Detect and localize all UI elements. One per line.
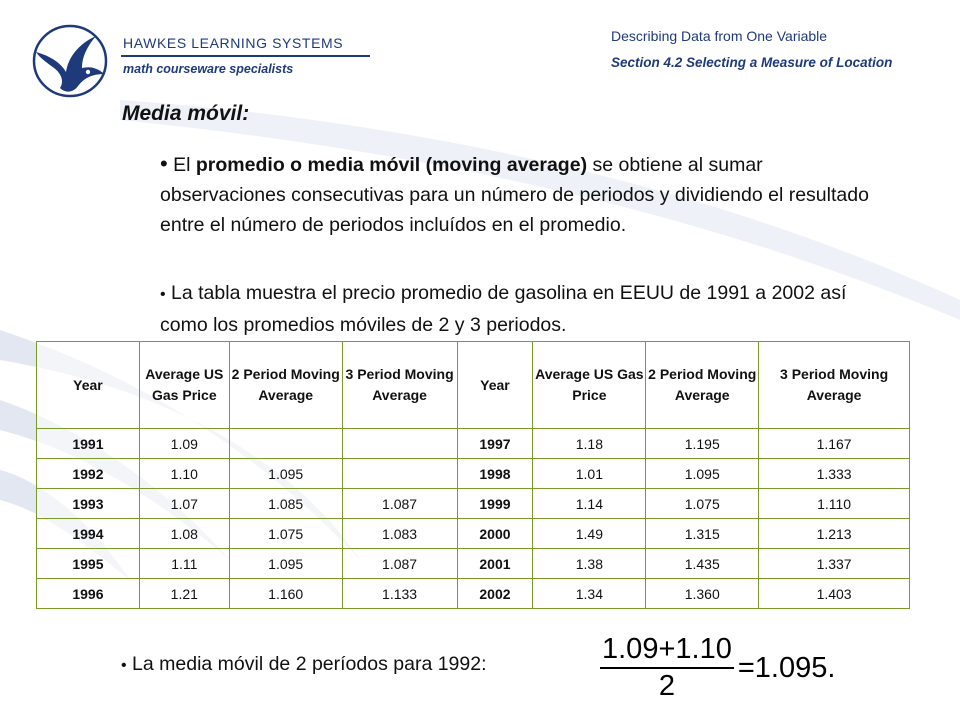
price-cell: 1.10 xyxy=(139,459,229,489)
table-description xyxy=(160,278,880,340)
ma2-cell: 1.160 xyxy=(229,579,342,609)
price-cell: 1.08 xyxy=(139,519,229,549)
price-cell: 1.14 xyxy=(533,489,646,519)
ma2-cell: 1.195 xyxy=(646,429,759,459)
ma3-cell: 1.087 xyxy=(342,489,457,519)
ma3-cell: 1.083 xyxy=(342,519,457,549)
column-header: 2 Period Moving Average xyxy=(646,342,759,429)
ma3-cell: 1.337 xyxy=(759,549,910,579)
column-header: Year xyxy=(457,342,533,429)
price-cell: 1.38 xyxy=(533,549,646,579)
table-header-row xyxy=(37,342,910,429)
column-header: 3 Period Moving Average xyxy=(342,342,457,429)
year-cell: 1991 xyxy=(37,429,140,459)
year-cell: 1998 xyxy=(457,459,533,489)
price-cell: 1.18 xyxy=(533,429,646,459)
table-row xyxy=(37,579,910,609)
ma2-cell: 1.085 xyxy=(229,489,342,519)
slide-heading: Media móvil: xyxy=(122,102,250,125)
year-cell: 1996 xyxy=(37,579,140,609)
year-cell: 1995 xyxy=(37,549,140,579)
ma3-cell: 1.133 xyxy=(342,579,457,609)
column-header: Average US Gas Price xyxy=(533,342,646,429)
column-header: 2 Period Moving Average xyxy=(229,342,342,429)
ma2-cell xyxy=(229,429,342,459)
price-cell: 1.09 xyxy=(139,429,229,459)
company-tagline: math courseware specialists xyxy=(123,62,294,76)
column-header: Average US Gas Price xyxy=(139,342,229,429)
ma3-cell: 1.333 xyxy=(759,459,910,489)
year-cell: 2002 xyxy=(457,579,533,609)
table-row xyxy=(37,549,910,579)
year-cell: 1997 xyxy=(457,429,533,459)
ma2-cell: 1.435 xyxy=(646,549,759,579)
moving-average-table xyxy=(36,341,910,609)
ma3-cell: 1.087 xyxy=(342,549,457,579)
fraction xyxy=(600,632,734,703)
column-header: Year xyxy=(37,342,140,429)
ma3-cell xyxy=(342,459,457,489)
year-cell: 2000 xyxy=(457,519,533,549)
column-header: 3 Period Moving Average xyxy=(759,342,910,429)
price-cell: 1.21 xyxy=(139,579,229,609)
hawk-logo-icon xyxy=(30,22,110,100)
ma2-cell: 1.360 xyxy=(646,579,759,609)
definition-pre: El xyxy=(173,154,196,176)
ma3-cell: 1.110 xyxy=(759,489,910,519)
section-title: Section 4.2 Selecting a Measure of Location xyxy=(611,55,893,70)
formula-result: =1.095. xyxy=(737,651,836,684)
bullet-icon: • xyxy=(160,151,168,176)
bullet-icon: • xyxy=(160,286,166,303)
ma2-cell: 1.095 xyxy=(229,549,342,579)
price-cell: 1.49 xyxy=(533,519,646,549)
header-divider xyxy=(121,55,370,57)
fraction-numerator: 1.09+1.10 xyxy=(600,632,734,669)
ma2-cell: 1.315 xyxy=(646,519,759,549)
fraction-denominator: 2 xyxy=(658,670,675,702)
course-title: Describing Data from One Variable xyxy=(611,28,828,44)
year-cell: 1994 xyxy=(37,519,140,549)
definition-paragraph xyxy=(160,149,880,240)
ma3-cell xyxy=(342,429,457,459)
ma2-cell: 1.075 xyxy=(646,489,759,519)
ma3-cell: 1.213 xyxy=(759,519,910,549)
ma2-cell: 1.095 xyxy=(229,459,342,489)
example-caption-text: La media móvil de 2 períodos para 1992: xyxy=(132,653,487,675)
company-name: HAWKES LEARNING SYSTEMS xyxy=(123,35,344,51)
table-row xyxy=(37,429,910,459)
ma2-cell: 1.075 xyxy=(229,519,342,549)
table-row xyxy=(37,489,910,519)
definition-post: se obtiene al sumar observaciones consecutivas para un número de periodos y dividiendo el resultado entre el número de periodos incluídos en el promedio. xyxy=(160,154,869,236)
price-cell: 1.34 xyxy=(533,579,646,609)
year-cell: 1999 xyxy=(457,489,533,519)
ma2-cell: 1.095 xyxy=(646,459,759,489)
table-row xyxy=(37,519,910,549)
price-cell: 1.07 xyxy=(139,489,229,519)
year-cell: 1992 xyxy=(37,459,140,489)
bullet-icon: • xyxy=(121,657,127,674)
example-caption xyxy=(121,653,487,676)
table-description-text: La tabla muestra el precio promedio de gasolina en EEUU de 1991 a 2002 así como los promedios móviles de 2 y 3 periodos. xyxy=(160,282,847,336)
price-cell: 1.11 xyxy=(139,549,229,579)
ma3-cell: 1.167 xyxy=(759,429,910,459)
table-row xyxy=(37,459,910,489)
moving-average-formula xyxy=(600,632,835,703)
price-cell: 1.01 xyxy=(533,459,646,489)
year-cell: 2001 xyxy=(457,549,533,579)
year-cell: 1993 xyxy=(37,489,140,519)
definition-term: promedio o media móvil (moving average) xyxy=(195,154,588,176)
ma3-cell: 1.403 xyxy=(759,579,910,609)
